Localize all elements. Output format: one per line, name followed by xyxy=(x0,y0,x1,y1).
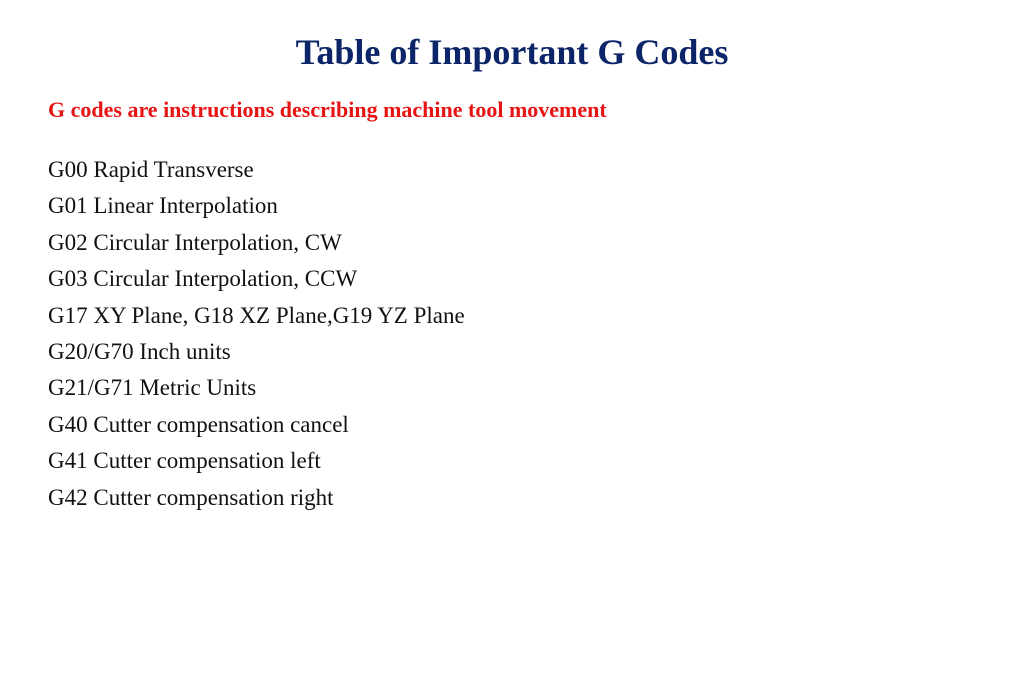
list-item: G03 Circular Interpolation, CCW xyxy=(48,266,358,292)
list-item: G41 Cutter compensation left xyxy=(48,448,321,474)
list-item: G20/G70 Inch units xyxy=(48,339,231,365)
list-item: G17 XY Plane, G18 XZ Plane,G19 YZ Plane xyxy=(48,302,465,328)
slide-title: Table of Important G Codes xyxy=(295,32,729,72)
list-item: G42 Cutter compensation right xyxy=(48,484,334,510)
slide-subtitle: G codes are instructions describing machine tool movement xyxy=(48,97,607,122)
g-code-list xyxy=(48,152,465,516)
list-item: G00 Rapid Transverse xyxy=(48,157,254,182)
list-item: G21/G71 Metric Units xyxy=(48,375,257,401)
list-item: G02 Circular Interpolation, CW xyxy=(48,229,342,255)
list-item: G01 Linear Interpolation xyxy=(48,193,278,219)
list-item: G40 Cutter compensation cancel xyxy=(48,411,349,437)
